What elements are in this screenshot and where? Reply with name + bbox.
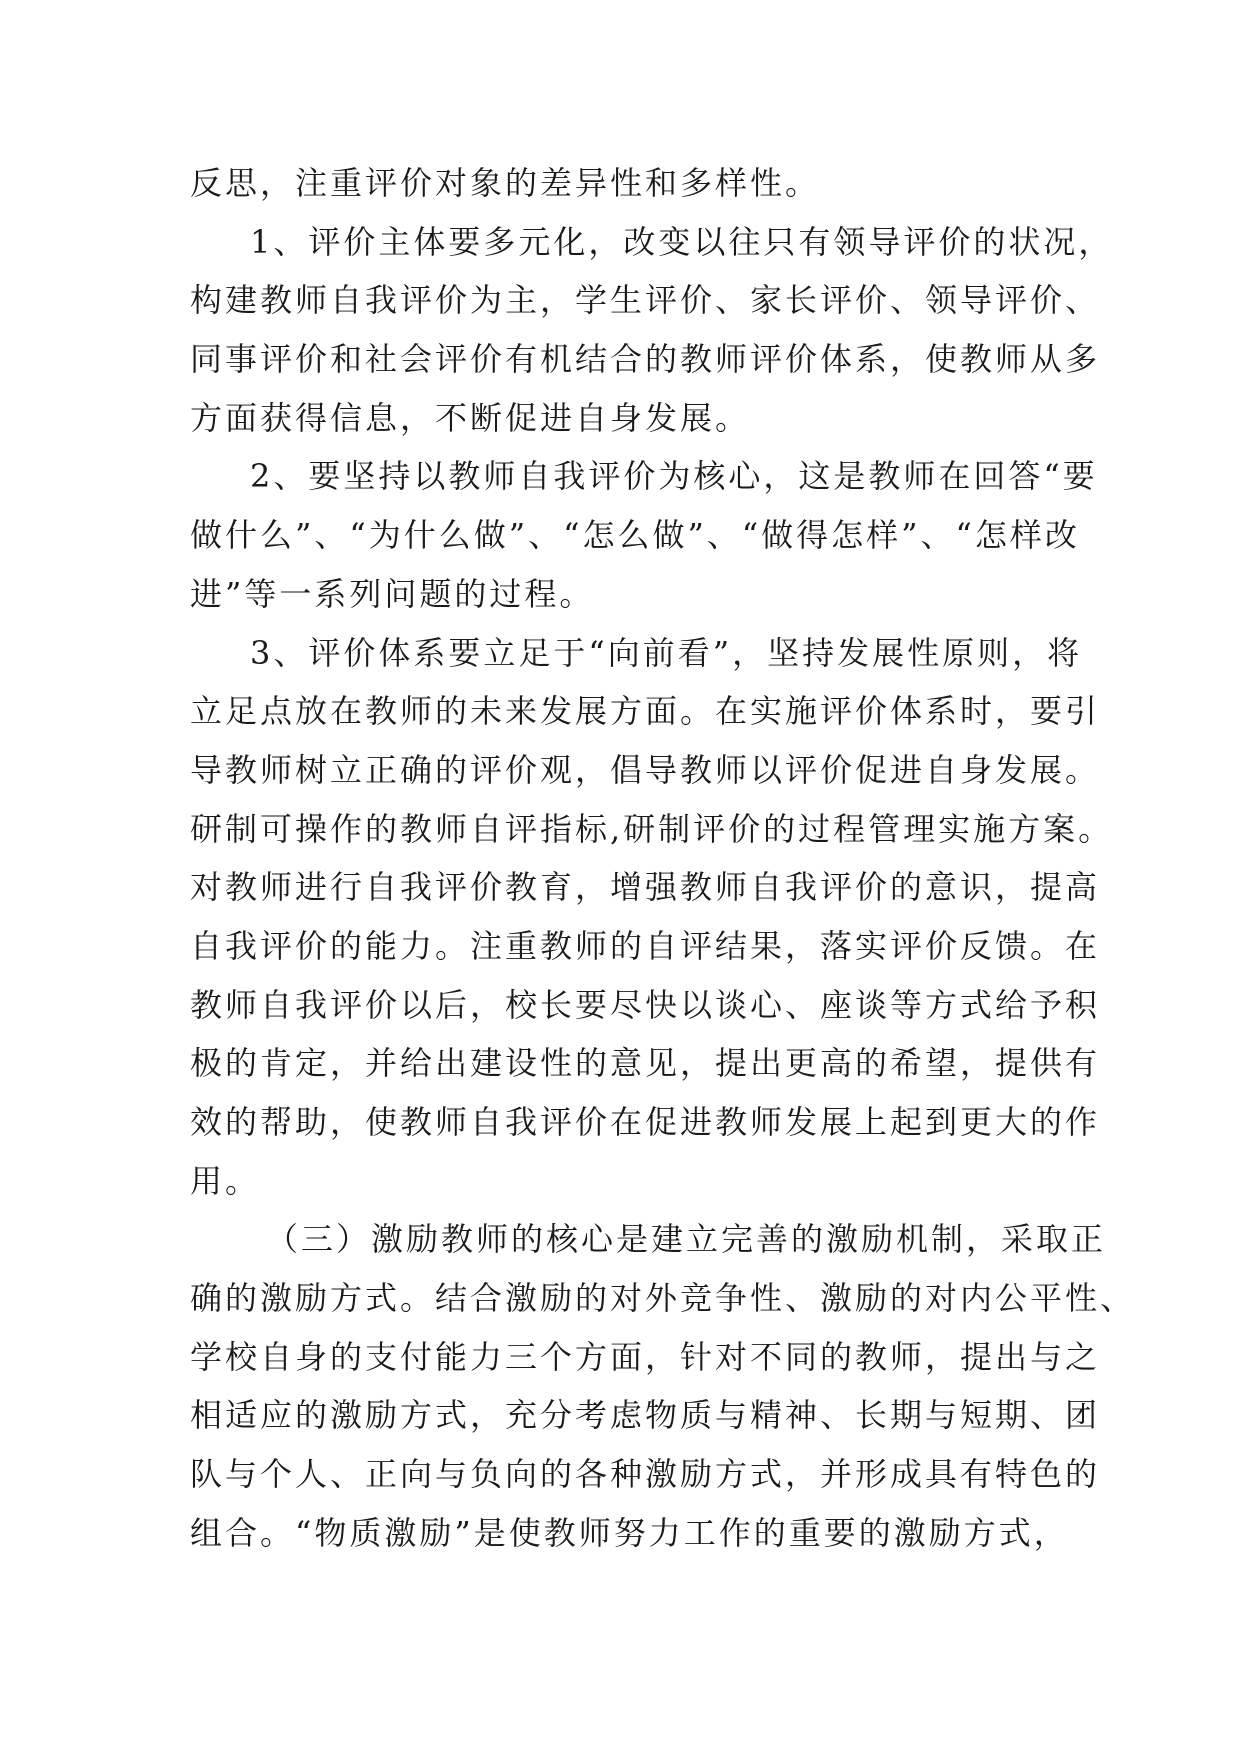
text-line: 对教师进行自我评价教育，增强教师自我评价的意识，提高 [190,868,1101,907]
text-line: （三）激励教师的核心是建立完善的激励机制，采取正 [266,1220,1107,1259]
text-line: 进”等一系列问题的过程。 [190,574,595,613]
text-line: 1、评价主体要多元化，改变以往只有领导评价的状况， [250,222,1114,261]
body-text [190,154,1136,1563]
text-line: 反思，注重评价对象的差异性和多样性。 [190,164,821,202]
text-line: 方面获得信息，不断促进自身发展。 [190,398,751,437]
text-line: 2、要坚持以教师自我评价为核心，这是教师在回答“要 [250,457,1098,496]
text-line: 同事评价和社会评价有机结合的教师评价体系，使教师从多 [190,340,1101,379]
text-line: 研制可操作的教师自评指标,研制评价的过程管理实施方案。 [190,809,1114,848]
text-line: 立足点放在教师的未来发展方面。在实施评价体系时，要引 [190,692,1101,731]
text-line: 3、评价体系要立足于“向前看”，坚持发展性原则，将 [250,633,1083,672]
text-line: 组合。“物质激励”是使教师努力工作的重要的激励方式， [190,1513,1069,1552]
text-line: 做什么”、“为什么做”、“怎么做”、“做得怎样”、“怎样改 [190,516,1080,555]
text-line: 导教师树立正确的评价观，倡导教师以评价促进自身发展。 [190,750,1101,789]
text-line: 相适应的激励方式，充分考虑物质与精神、长期与短期、团 [190,1396,1101,1435]
text-line: 队与个人、正向与负向的各种激励方式，并形成具有特色的 [190,1455,1101,1494]
text-line: 自我评价的能力。注重教师的自评结果，落实评价反馈。在 [190,926,1101,965]
text-line: 效的帮助，使教师自我评价在促进教师发展上起到更大的作 [190,1103,1101,1141]
text-line: 构建教师自我评价为主，学生评价、家长评价、领导评价、 [190,281,1101,320]
text-line: 用。 [190,1161,261,1200]
text-line: 教师自我评价以后，校长要尽快以谈心、座谈等方式给予积 [190,985,1101,1024]
text-line: 确的激励方式。结合激励的对外竞争性、激励的对内公平性、 [190,1279,1136,1318]
text-line: 极的肯定，并给出建设性的意见，提出更高的希望，提供有 [190,1044,1101,1083]
text-line: 学校自身的支付能力三个方面，针对不同的教师，提出与之 [190,1337,1101,1376]
